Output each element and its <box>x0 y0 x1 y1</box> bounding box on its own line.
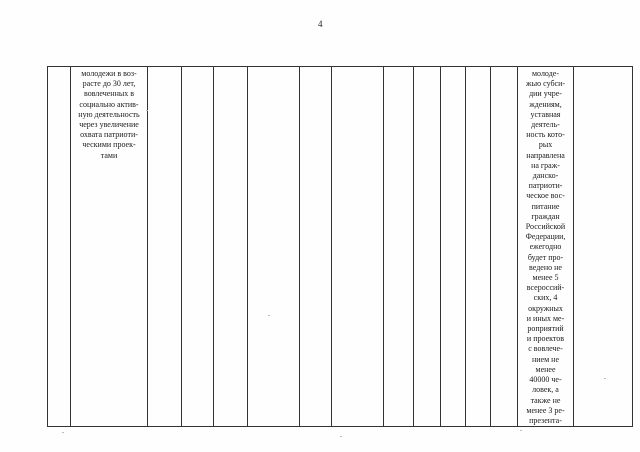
table-cell-3 <box>148 67 182 427</box>
text-line: дии учре- <box>529 89 562 99</box>
table-cell-9 <box>384 67 414 427</box>
text-line: на граж- <box>531 160 560 170</box>
scan-speck <box>146 110 148 111</box>
text-line: граждан <box>531 211 560 221</box>
text-line: презента- <box>529 415 562 425</box>
table-cell-7 <box>300 67 332 427</box>
text-line: менее 3 ре- <box>526 405 565 415</box>
scan-speck <box>604 378 606 379</box>
continuation-table <box>47 66 633 427</box>
text-line: молоде- <box>531 69 559 78</box>
table-cell-15 <box>574 67 633 427</box>
table-cell-13 <box>491 67 518 427</box>
table-cell-14 <box>518 67 574 427</box>
text-line: с вовлече- <box>528 344 563 354</box>
text-line: деятель- <box>531 120 560 130</box>
scan-speck <box>520 430 522 431</box>
scan-speck <box>340 436 342 437</box>
text-line: молодежи в воз- <box>81 69 137 78</box>
text-line: ную деятельность <box>78 109 140 119</box>
table-row <box>48 67 633 427</box>
text-line: окружных <box>528 303 563 313</box>
page-number: 4 <box>318 19 323 29</box>
text-line: ежегодно <box>529 242 562 252</box>
text-line: уставная <box>530 109 561 119</box>
text-line: рых <box>538 140 553 150</box>
table-cell-5 <box>214 67 248 427</box>
text-line: ческое вос- <box>526 191 565 201</box>
text-line: роприятий <box>527 324 564 334</box>
text-line: вовлеченных в <box>83 89 135 99</box>
table-cell-11 <box>441 67 466 427</box>
text-line: патриоти- <box>528 181 563 191</box>
text-line: направлена <box>526 150 565 160</box>
text-line: ловек, а <box>532 385 559 395</box>
scan-speck <box>268 315 270 316</box>
text-line: и проектов <box>526 334 565 344</box>
text-line: менее 5 <box>532 273 559 283</box>
measure-description <box>518 67 573 426</box>
text-line: будет про- <box>527 252 564 262</box>
text-line: через увеличение <box>79 120 139 130</box>
text-line: ждениям, <box>529 99 562 109</box>
text-line: охвата патриоти- <box>80 130 138 140</box>
indicator-description <box>71 67 147 161</box>
text-line: ность кото- <box>526 130 565 140</box>
text-line: Российской <box>525 222 566 232</box>
text-line: расте до 30 лет, <box>82 79 136 89</box>
text-line: Федерации, <box>525 232 566 242</box>
text-line: питание <box>531 201 560 211</box>
text-line: тами <box>100 150 118 160</box>
table-cell-4 <box>182 67 214 427</box>
text-line: менее <box>535 364 556 374</box>
table-cell-6 <box>248 67 300 427</box>
text-line: и иных ме- <box>526 313 565 323</box>
text-line: ских, 4 <box>533 293 558 303</box>
text-line: всероссий- <box>526 283 565 293</box>
table-cell-10 <box>414 67 441 427</box>
table-cell-1 <box>48 67 71 427</box>
text-line: нием не <box>531 354 559 364</box>
text-line: 40000 че- <box>529 375 562 385</box>
text-line: также не <box>530 395 561 405</box>
text-line: жью субси- <box>525 79 566 89</box>
table-cell-8 <box>332 67 384 427</box>
scan-speck <box>62 432 64 433</box>
table-cell-12 <box>466 67 491 427</box>
table-cell-2 <box>71 67 148 427</box>
text-line: ческими проек- <box>82 140 136 150</box>
text-line: данско- <box>532 171 559 181</box>
text-line: ведено не <box>529 262 562 272</box>
text-line: социально актив- <box>79 99 139 109</box>
